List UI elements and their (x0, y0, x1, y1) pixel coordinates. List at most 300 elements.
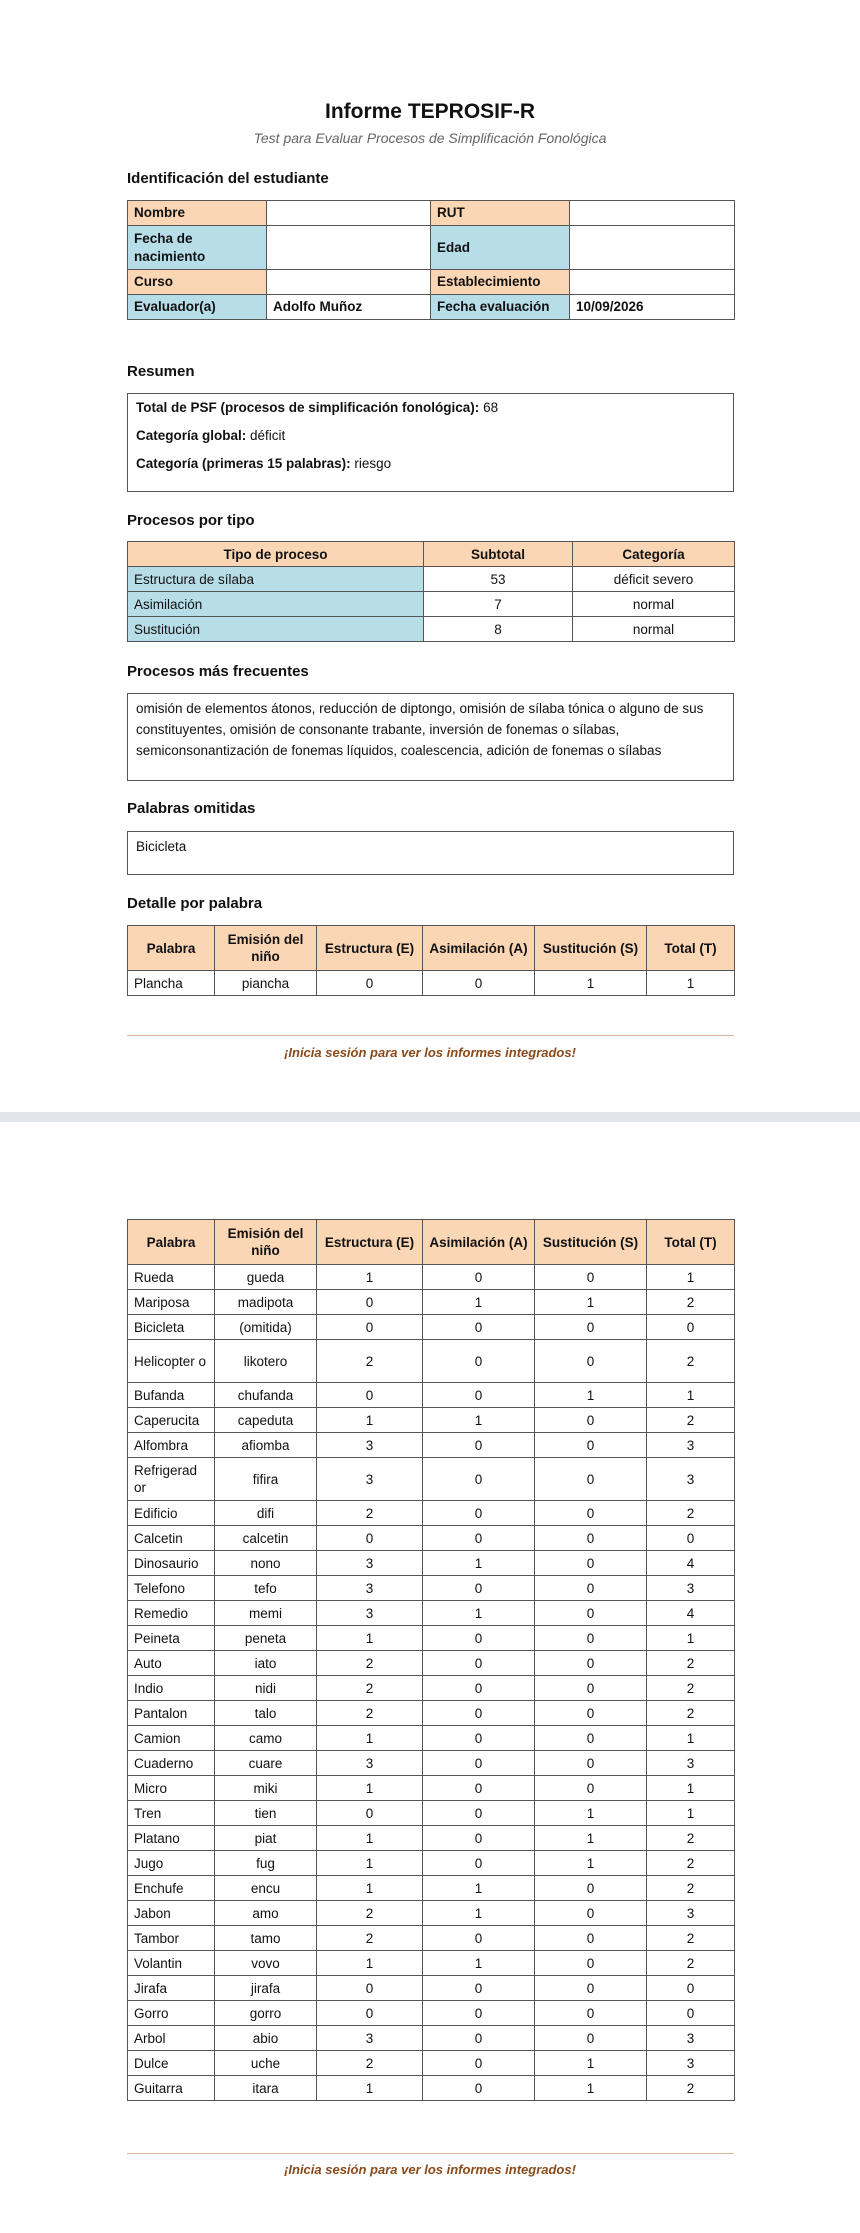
detail-substitution: 0 (535, 1458, 647, 1501)
detail-word: Rueda (128, 1265, 215, 1290)
detail-structure: 1 (317, 1726, 423, 1751)
detail-assimilation: 1 (423, 1551, 535, 1576)
detail-total: 2 (647, 1826, 735, 1851)
detail-assimilation: 0 (423, 1751, 535, 1776)
label-evaluador: Evaluador(a) (128, 295, 267, 320)
detail-col-structure: Estructura (E) (317, 926, 423, 971)
detail-word: Guitarra (128, 2076, 215, 2101)
table-row (128, 1501, 735, 1526)
detail-col-word: Palabra (128, 1220, 215, 1265)
detail-total: 2 (647, 1926, 735, 1951)
detail-assimilation: 0 (423, 1701, 535, 1726)
summary-total-value: 68 (483, 400, 499, 415)
processes-col-category: Categoría (573, 542, 735, 567)
detail-col-total: Total (T) (647, 1220, 735, 1265)
table-row (128, 1408, 735, 1433)
detail-assimilation: 0 (423, 1726, 535, 1751)
detail-emission: fifira (215, 1458, 317, 1501)
detail-total: 2 (647, 1951, 735, 1976)
detail-word: Jirafa (128, 1976, 215, 2001)
detail-total: 0 (647, 1976, 735, 2001)
detail-total: 3 (647, 2051, 735, 2076)
process-type: Estructura de sílaba (128, 567, 424, 592)
detail-word: Bicicleta (128, 1315, 215, 1340)
detail-emission: piat (215, 1826, 317, 1851)
detail-assimilation: 1 (423, 1951, 535, 1976)
report-page-1 (0, 0, 860, 1112)
label-edad: Edad (431, 226, 570, 270)
table-row (128, 1726, 735, 1751)
detail-assimilation: 0 (423, 1851, 535, 1876)
report-subtitle: Test para Evaluar Procesos de Simplificación Fonológica (253, 130, 607, 146)
report-page-2 (0, 1122, 860, 2233)
detail-emission: jirafa (215, 1976, 317, 2001)
detail-structure: 1 (317, 1626, 423, 1651)
table-row (128, 1801, 735, 1826)
table-row (128, 1676, 735, 1701)
detail-assimilation: 1 (423, 1408, 535, 1433)
table-row (128, 1901, 735, 1926)
detail-emission: fug (215, 1851, 317, 1876)
detail-substitution: 0 (535, 1315, 647, 1340)
detail-emission: (omitida) (215, 1315, 317, 1340)
table-row (128, 971, 735, 996)
table-row (128, 1526, 735, 1551)
detail-substitution: 0 (535, 1526, 647, 1551)
detail-word: Enchufe (128, 1876, 215, 1901)
table-row (128, 1826, 735, 1851)
detail-section-page2 (127, 1219, 734, 2101)
process-subtotal: 8 (424, 617, 573, 642)
detail-substitution: 0 (535, 1676, 647, 1701)
process-type: Sustitución (128, 617, 424, 642)
detail-word: Dinosaurio (128, 1551, 215, 1576)
detail-emission: nono (215, 1551, 317, 1576)
detail-assimilation: 0 (423, 1501, 535, 1526)
detail-col-emission: Emisión del niño (215, 1220, 317, 1265)
detail-total: 3 (647, 1433, 735, 1458)
detail-total: 2 (647, 1290, 735, 1315)
detail-assimilation: 1 (423, 1601, 535, 1626)
detail-col-assimilation: Asimilación (A) (423, 1220, 535, 1265)
detail-emission: gorro (215, 2001, 317, 2026)
detail-word: Platano (128, 1826, 215, 1851)
detail-substitution: 0 (535, 1701, 647, 1726)
footer-divider (127, 2153, 734, 2154)
detail-emission: peneta (215, 1626, 317, 1651)
detail-total: 2 (647, 1876, 735, 1901)
label-curso: Curso (128, 270, 267, 295)
detail-word: Arbol (128, 2026, 215, 2051)
detail-assimilation: 0 (423, 1976, 535, 2001)
detail-structure: 3 (317, 1458, 423, 1501)
summary-total (136, 394, 725, 422)
detail-word: Refrigerad or (128, 1458, 215, 1501)
detail-substitution: 1 (535, 1826, 647, 1851)
processes-table (127, 541, 735, 642)
detail-total: 1 (647, 1383, 735, 1408)
detail-substitution: 0 (535, 2026, 647, 2051)
processes-col-type: Tipo de proceso (128, 542, 424, 567)
detail-total: 2 (647, 1340, 735, 1383)
detail-emission: chufanda (215, 1383, 317, 1408)
detail-total: 1 (647, 1776, 735, 1801)
label-establecimiento: Establecimiento (431, 270, 570, 295)
detail-total: 1 (647, 1801, 735, 1826)
value-nombre (267, 201, 431, 226)
detail-structure: 3 (317, 1433, 423, 1458)
value-edad (570, 226, 735, 270)
detail-assimilation: 0 (423, 2026, 535, 2051)
detail-structure: 0 (317, 1315, 423, 1340)
detail-assimilation: 0 (423, 1576, 535, 1601)
detail-total: 0 (647, 1526, 735, 1551)
detail-assimilation: 0 (423, 1626, 535, 1651)
table-row (128, 1290, 735, 1315)
detail-assimilation: 0 (423, 1776, 535, 1801)
detail-structure: 1 (317, 1851, 423, 1876)
detail-assimilation: 0 (423, 971, 535, 996)
detail-structure: 0 (317, 971, 423, 996)
summary-global-label: Categoría global: (136, 428, 247, 443)
detail-emission: abio (215, 2026, 317, 2051)
detail-heading: Detalle por palabra (127, 895, 263, 912)
detail-substitution: 1 (535, 1383, 647, 1408)
detail-total: 1 (647, 1626, 735, 1651)
summary-box (127, 393, 734, 492)
table-row (128, 2076, 735, 2101)
process-row (128, 592, 735, 617)
summary-global (136, 422, 725, 450)
identification-heading: Identificación del estudiante (127, 170, 329, 187)
table-row (128, 2001, 735, 2026)
detail-col-word: Palabra (128, 926, 215, 971)
table-row (128, 1576, 735, 1601)
detail-col-substitution: Sustitución (S) (535, 926, 647, 971)
detail-assimilation: 0 (423, 1826, 535, 1851)
summary-heading: Resumen (127, 363, 195, 380)
table-row (128, 1601, 735, 1626)
table-row (128, 1458, 735, 1501)
detail-total: 2 (647, 1501, 735, 1526)
detail-total: 3 (647, 1901, 735, 1926)
detail-word: Plancha (128, 971, 215, 996)
process-category: normal (573, 592, 735, 617)
detail-substitution: 0 (535, 1901, 647, 1926)
detail-substitution: 0 (535, 2001, 647, 2026)
detail-structure: 2 (317, 1901, 423, 1926)
detail-emission: tamo (215, 1926, 317, 1951)
detail-substitution: 0 (535, 1265, 647, 1290)
label-nombre: Nombre (128, 201, 267, 226)
process-subtotal: 53 (424, 567, 573, 592)
detail-assimilation: 1 (423, 1876, 535, 1901)
processes-col-subtotal: Subtotal (424, 542, 573, 567)
frequent-text: omisión de elementos átonos, reducción de diptongo, omisión de sílaba tónica o alguno de sus constituyentes, omisión de consonante trabante, inversión de fonemas o sílabas, semiconsonantización de fonemas líquidos, coalescencia, adición de fonemas o sílabas (136, 701, 704, 758)
detail-substitution: 1 (535, 2051, 647, 2076)
detail-substitution: 0 (535, 1926, 647, 1951)
process-subtotal: 7 (424, 592, 573, 617)
detail-substitution: 0 (535, 1876, 647, 1901)
detail-word: Auto (128, 1651, 215, 1676)
summary-first15 (136, 450, 725, 478)
table-row (128, 1340, 735, 1383)
process-type: Asimilación (128, 592, 424, 617)
detail-assimilation: 1 (423, 1290, 535, 1315)
detail-emission: cuare (215, 1751, 317, 1776)
detail-structure: 2 (317, 1501, 423, 1526)
detail-word: Peineta (128, 1626, 215, 1651)
detail-emission: encu (215, 1876, 317, 1901)
frequent-box (127, 693, 734, 781)
value-rut (570, 201, 735, 226)
detail-structure: 2 (317, 1701, 423, 1726)
detail-assimilation: 0 (423, 1433, 535, 1458)
label-fecha-evaluacion: Fecha evaluación (431, 295, 570, 320)
summary-first15-value: riesgo (354, 456, 392, 471)
detail-substitution: 0 (535, 1576, 647, 1601)
detail-total: 0 (647, 1315, 735, 1340)
identification-table (127, 200, 735, 320)
detail-section-page1 (127, 925, 734, 996)
detail-assimilation: 0 (423, 1926, 535, 1951)
detail-assimilation: 0 (423, 2076, 535, 2101)
frequent-heading: Procesos más frecuentes (127, 663, 309, 680)
table-row (128, 1951, 735, 1976)
processes-heading: Procesos por tipo (127, 512, 255, 529)
table-row (128, 1751, 735, 1776)
detail-structure: 3 (317, 2026, 423, 2051)
detail-emission: madipota (215, 1290, 317, 1315)
detail-substitution: 1 (535, 2076, 647, 2101)
detail-emission: itara (215, 2076, 317, 2101)
detail-word: Calcetin (128, 1526, 215, 1551)
detail-total: 2 (647, 1701, 735, 1726)
processes-section (127, 541, 734, 642)
detail-structure: 1 (317, 1826, 423, 1851)
detail-total: 3 (647, 1458, 735, 1501)
detail-word: Edificio (128, 1501, 215, 1526)
detail-word: Telefono (128, 1576, 215, 1601)
detail-col-substitution: Sustitución (S) (535, 1220, 647, 1265)
detail-word: Tren (128, 1801, 215, 1826)
detail-assimilation: 0 (423, 1801, 535, 1826)
detail-total: 1 (647, 971, 735, 996)
table-row (128, 1626, 735, 1651)
login-prompt-link[interactable]: ¡Inicia sesión para ver los informes integrados! (284, 2162, 576, 2177)
table-row (128, 2026, 735, 2051)
detail-structure: 2 (317, 1340, 423, 1383)
process-category: déficit severo (573, 567, 735, 592)
detail-word: Helicopter o (128, 1340, 215, 1383)
detail-structure: 0 (317, 1383, 423, 1408)
detail-word: Caperucita (128, 1408, 215, 1433)
detail-structure: 3 (317, 1601, 423, 1626)
detail-substitution: 0 (535, 1976, 647, 2001)
table-row (128, 1851, 735, 1876)
page-separator (0, 1112, 860, 1122)
detail-structure: 2 (317, 2051, 423, 2076)
detail-word: Jabon (128, 1901, 215, 1926)
detail-substitution: 1 (535, 971, 647, 996)
detail-col-total: Total (T) (647, 926, 735, 971)
detail-total: 2 (647, 1408, 735, 1433)
detail-assimilation: 0 (423, 2001, 535, 2026)
detail-emission: vovo (215, 1951, 317, 1976)
detail-word: Indio (128, 1676, 215, 1701)
detail-structure: 3 (317, 1551, 423, 1576)
detail-word: Cuaderno (128, 1751, 215, 1776)
detail-structure: 2 (317, 1676, 423, 1701)
detail-emission: nidi (215, 1676, 317, 1701)
summary-first15-label: Categoría (primeras 15 palabras): (136, 456, 351, 471)
detail-total: 3 (647, 2026, 735, 2051)
table-row (128, 1776, 735, 1801)
detail-word: Pantalon (128, 1701, 215, 1726)
detail-emission: uche (215, 2051, 317, 2076)
detail-word: Micro (128, 1776, 215, 1801)
detail-assimilation: 0 (423, 1458, 535, 1501)
detail-word: Volantin (128, 1951, 215, 1976)
detail-table-page1 (127, 925, 735, 996)
detail-emission: tien (215, 1801, 317, 1826)
detail-substitution: 0 (535, 1626, 647, 1651)
detail-emission: likotero (215, 1340, 317, 1383)
detail-structure: 1 (317, 1776, 423, 1801)
detail-assimilation: 0 (423, 1340, 535, 1383)
detail-emission: capeduta (215, 1408, 317, 1433)
detail-assimilation: 0 (423, 2051, 535, 2076)
value-curso (267, 270, 431, 295)
footer-divider (127, 1035, 734, 1036)
detail-structure: 0 (317, 1526, 423, 1551)
detail-total: 0 (647, 2001, 735, 2026)
detail-word: Tambor (128, 1926, 215, 1951)
value-fecha-nacimiento (267, 226, 431, 270)
detail-col-emission: Emisión del niño (215, 926, 317, 971)
detail-assimilation: 0 (423, 1383, 535, 1408)
table-row (128, 1433, 735, 1458)
detail-emission: difi (215, 1501, 317, 1526)
detail-substitution: 0 (535, 1651, 647, 1676)
detail-emission: camo (215, 1726, 317, 1751)
detail-structure: 0 (317, 1290, 423, 1315)
detail-substitution: 0 (535, 1776, 647, 1801)
label-rut: RUT (431, 201, 570, 226)
detail-assimilation: 0 (423, 1676, 535, 1701)
detail-emission: talo (215, 1701, 317, 1726)
login-prompt-link[interactable]: ¡Inicia sesión para ver los informes integrados! (284, 1045, 576, 1060)
summary-total-label: Total de PSF (procesos de simplificación fonológica): (136, 400, 480, 415)
detail-assimilation: 1 (423, 1901, 535, 1926)
detail-total: 1 (647, 1726, 735, 1751)
table-row (128, 1383, 735, 1408)
table-row (128, 1315, 735, 1340)
table-row (128, 1876, 735, 1901)
detail-word: Alfombra (128, 1433, 215, 1458)
detail-word: Bufanda (128, 1383, 215, 1408)
detail-structure: 1 (317, 1265, 423, 1290)
value-evaluador: Adolfo Muñoz (267, 295, 431, 320)
detail-structure: 1 (317, 2076, 423, 2101)
detail-structure: 1 (317, 1876, 423, 1901)
process-category: normal (573, 617, 735, 642)
process-row (128, 617, 735, 642)
value-fecha-evaluacion: 10/09/2026 (570, 295, 735, 320)
omitted-heading: Palabras omitidas (127, 800, 256, 817)
value-establecimiento (570, 270, 735, 295)
detail-substitution: 0 (535, 1501, 647, 1526)
table-row (128, 1651, 735, 1676)
detail-assimilation: 0 (423, 1315, 535, 1340)
detail-emission: miki (215, 1776, 317, 1801)
detail-substitution: 1 (535, 1801, 647, 1826)
detail-total: 2 (647, 2076, 735, 2101)
detail-total: 2 (647, 1676, 735, 1701)
detail-total: 4 (647, 1601, 735, 1626)
process-row (128, 567, 735, 592)
detail-structure: 0 (317, 1976, 423, 2001)
detail-emission: piancha (215, 971, 317, 996)
table-row (128, 1976, 735, 2001)
detail-structure: 0 (317, 1801, 423, 1826)
detail-col-assimilation: Asimilación (A) (423, 926, 535, 971)
identification-section (127, 200, 734, 320)
detail-emission: amo (215, 1901, 317, 1926)
summary-global-value: déficit (250, 428, 286, 443)
label-fecha-nacimiento: Fecha de nacimiento (128, 226, 267, 270)
detail-substitution: 1 (535, 1290, 647, 1315)
detail-table-page2 (127, 1219, 735, 2101)
detail-substitution: 0 (535, 1340, 647, 1383)
detail-structure: 2 (317, 1926, 423, 1951)
detail-substitution: 0 (535, 1951, 647, 1976)
detail-assimilation: 0 (423, 1265, 535, 1290)
detail-substitution: 0 (535, 1408, 647, 1433)
detail-substitution: 0 (535, 1601, 647, 1626)
table-row (128, 1926, 735, 1951)
detail-structure: 1 (317, 1408, 423, 1433)
detail-col-structure: Estructura (E) (317, 1220, 423, 1265)
detail-structure: 1 (317, 1951, 423, 1976)
detail-structure: 0 (317, 2001, 423, 2026)
omitted-box (127, 831, 734, 875)
detail-word: Dulce (128, 2051, 215, 2076)
detail-total: 4 (647, 1551, 735, 1576)
detail-total: 3 (647, 1751, 735, 1776)
detail-word: Gorro (128, 2001, 215, 2026)
detail-total: 1 (647, 1265, 735, 1290)
detail-emission: calcetin (215, 1526, 317, 1551)
detail-total: 3 (647, 1576, 735, 1601)
table-row (128, 1265, 735, 1290)
detail-emission: tefo (215, 1576, 317, 1601)
table-row (128, 1701, 735, 1726)
detail-word: Camion (128, 1726, 215, 1751)
detail-emission: iato (215, 1651, 317, 1676)
detail-assimilation: 0 (423, 1526, 535, 1551)
detail-structure: 3 (317, 1751, 423, 1776)
detail-emission: afiomba (215, 1433, 317, 1458)
table-row (128, 1551, 735, 1576)
detail-structure: 3 (317, 1576, 423, 1601)
detail-assimilation: 0 (423, 1651, 535, 1676)
omitted-text: Bicicleta (136, 839, 187, 854)
table-row (128, 2051, 735, 2076)
detail-substitution: 0 (535, 1751, 647, 1776)
detail-substitution: 0 (535, 1433, 647, 1458)
detail-word: Jugo (128, 1851, 215, 1876)
